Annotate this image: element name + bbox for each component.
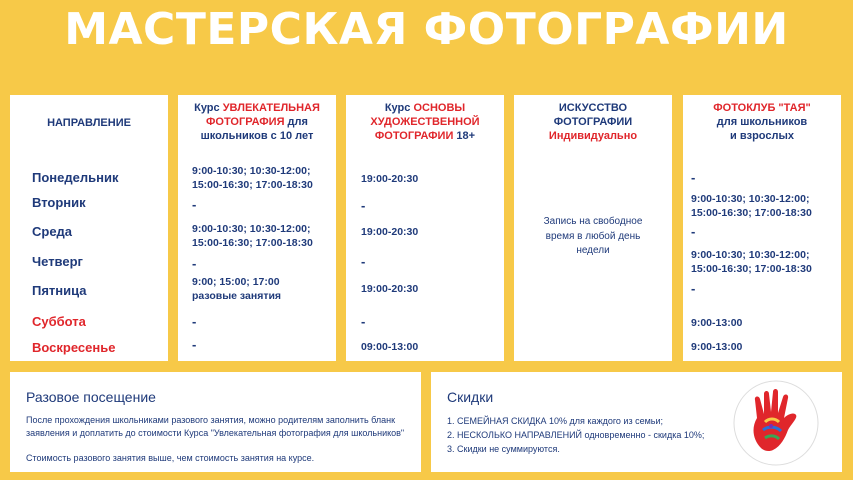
discount-item: 2. НЕСКОЛЬКО НАПРАВЛЕНИЙ одновременно - скидка 10%; bbox=[447, 430, 705, 440]
course-header: Курс ОСНОВЫ ХУДОЖЕСТВЕННОЙ ФОТОГРАФИИ 18+ bbox=[370, 102, 480, 142]
schedule-fri: - bbox=[691, 281, 696, 296]
schedule-tue: - bbox=[192, 197, 197, 212]
discounts-card bbox=[431, 372, 842, 472]
schedule-mon: - bbox=[691, 170, 696, 185]
course-header: ИСКУССТВО ФОТОГРАФИИ Индивидуально bbox=[548, 102, 638, 142]
schedule-tue: 9:00-10:30; 10:30-12:00; 15:00-16:30; 17:00-18:30 bbox=[691, 193, 812, 219]
schedule-thu: - bbox=[361, 254, 366, 269]
schedule-wed: - bbox=[691, 224, 696, 239]
course-card-individual bbox=[514, 95, 672, 361]
schedule-fri: 9:00; 15:00; 17:00 разовые занятия bbox=[192, 276, 282, 302]
schedule-wed: 19:00-20:30 bbox=[361, 226, 419, 238]
individual-note: Запись на свободное время в любой день недели bbox=[543, 216, 643, 256]
day-monday: Понедельник bbox=[32, 170, 119, 185]
header-direction: НАПРАВЛЕНИЕ bbox=[47, 117, 131, 129]
schedule-tue: - bbox=[361, 198, 366, 213]
schedule-sat: - bbox=[361, 314, 366, 329]
single-visit-text: После прохождения школьниками разового занятия, можно родителям заполнить бланк заявления и доплатить до стоимости Курса "Увлекательная фотография для школьников" bbox=[26, 415, 405, 438]
course-card-kids bbox=[178, 95, 336, 361]
course-header: ФОТОКЛУБ "ТАЯ" для школьников и взрослых bbox=[713, 102, 811, 142]
day-tuesday: Вторник bbox=[32, 195, 86, 210]
single-visit-title: Разовое посещение bbox=[26, 389, 156, 405]
schedule-thu: - bbox=[192, 256, 197, 271]
course-header: Курс УВЛЕКАТЕЛЬНАЯ ФОТОГРАФИЯ для школьников с 10 лет bbox=[194, 102, 320, 142]
schedule-sun: 9:00-13:00 bbox=[691, 341, 743, 353]
schedule-sun: 09:00-13:00 bbox=[361, 341, 419, 353]
discount-item: 1. СЕМЕЙНАЯ СКИДКА 10% для каждого из семьи; bbox=[447, 416, 663, 426]
schedule-sat: - bbox=[192, 314, 197, 329]
day-wednesday: Среда bbox=[32, 224, 73, 239]
single-visit-card bbox=[10, 372, 421, 472]
day-sunday: Воскресенье bbox=[32, 340, 116, 355]
discounts-title: Скидки bbox=[447, 389, 494, 405]
page-title: МАСТЕРСКАЯ ФОТОГРАФИИ bbox=[64, 4, 789, 55]
hand-print-icon bbox=[731, 378, 821, 468]
day-saturday: Суббота bbox=[32, 314, 86, 329]
schedule-mon: 19:00-20:30 bbox=[361, 173, 419, 185]
day-friday: Пятница bbox=[32, 283, 87, 298]
days-card bbox=[10, 95, 168, 361]
single-visit-note: Стоимость разового занятия выше, чем стоимость занятия на курсе. bbox=[26, 453, 315, 463]
schedule-sat: 9:00-13:00 bbox=[691, 317, 743, 329]
day-thursday: Четверг bbox=[32, 254, 83, 269]
schedule-mon: 9:00-10:30; 10:30-12:00; 15:00-16:30; 17:00-18:30 bbox=[192, 165, 313, 191]
schedule-thu: 9:00-10:30; 10:30-12:00; 15:00-16:30; 17:00-18:30 bbox=[691, 249, 812, 275]
course-card-art bbox=[346, 95, 504, 361]
schedule-wed: 9:00-10:30; 10:30-12:00; 15:00-16:30; 17:00-18:30 bbox=[192, 223, 313, 249]
discount-item: 3. Скидки не суммируются. bbox=[447, 444, 560, 454]
schedule-fri: 19:00-20:30 bbox=[361, 283, 419, 295]
course-card-club bbox=[683, 95, 841, 361]
academy-logo bbox=[731, 378, 821, 468]
schedule-sun: - bbox=[192, 337, 197, 352]
